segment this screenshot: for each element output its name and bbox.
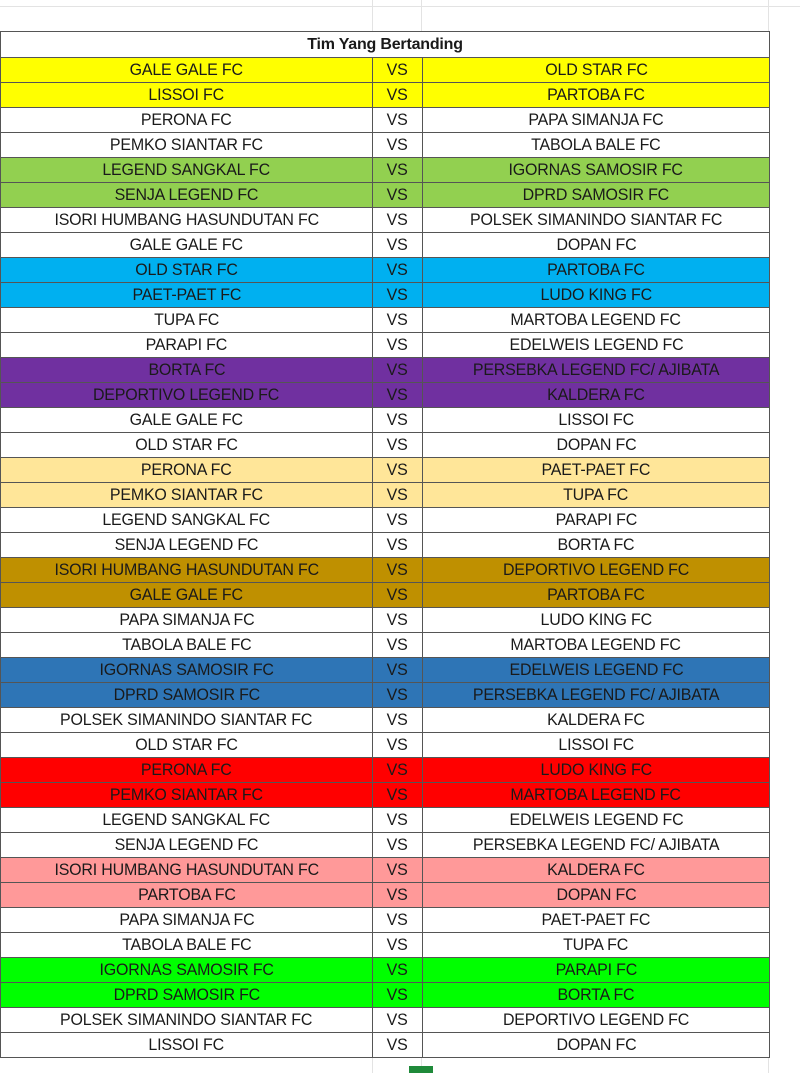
vs-cell[interactable] (373, 808, 423, 833)
away-team-cell[interactable] (423, 583, 770, 608)
vs-cell[interactable] (373, 733, 423, 758)
vs-cell[interactable] (373, 983, 423, 1008)
away-team-cell-text: DOPAN FC (556, 1035, 636, 1054)
vs-cell-text: VS (387, 85, 408, 104)
away-team-cell[interactable] (423, 58, 770, 83)
table-header-row (1, 32, 770, 58)
vs-cell-text: VS (387, 810, 408, 829)
home-team-cell-text: PAPA SIMANJA FC (118, 610, 255, 629)
away-team-cell[interactable] (423, 133, 770, 158)
table-row (1, 908, 770, 933)
away-team-cell[interactable] (423, 658, 770, 683)
away-team-cell-text: LUDO KING FC (540, 610, 652, 629)
home-team-cell[interactable] (1, 1008, 373, 1033)
away-team-cell[interactable] (423, 783, 770, 808)
away-team-cell[interactable] (423, 83, 770, 108)
away-team-cell[interactable] (423, 258, 770, 283)
vs-cell[interactable] (373, 533, 423, 558)
home-team-cell[interactable] (1, 733, 373, 758)
vs-cell-text: VS (387, 785, 408, 804)
table-row (1, 83, 770, 108)
vs-cell-text: VS (387, 710, 408, 729)
vs-cell-text: VS (387, 885, 408, 904)
away-team-cell-text: PERSEBKA LEGEND FC/ AJIBATA (472, 835, 720, 854)
away-team-cell-text: PARTOBA FC (547, 585, 645, 604)
away-team-cell[interactable] (423, 233, 770, 258)
away-team-cell[interactable] (423, 983, 770, 1008)
away-team-cell-text: PAET-PAET FC (541, 910, 651, 929)
table-row (1, 358, 770, 383)
table-row (1, 158, 770, 183)
table-row (1, 308, 770, 333)
vs-cell-text: VS (387, 60, 408, 79)
away-team-cell[interactable] (423, 858, 770, 883)
vs-cell-text: VS (387, 385, 408, 404)
table-row (1, 333, 770, 358)
away-team-cell[interactable] (423, 308, 770, 333)
away-team-cell-text: PERSEBKA LEGEND FC/ AJIBATA (472, 685, 720, 704)
vs-cell-text: VS (387, 835, 408, 854)
home-team-cell[interactable] (1, 183, 373, 208)
away-team-cell-text: PAET-PAET FC (541, 460, 651, 479)
away-team-cell[interactable] (423, 708, 770, 733)
vs-cell-text: VS (387, 610, 408, 629)
vs-cell[interactable] (373, 958, 423, 983)
vs-cell[interactable] (373, 708, 423, 733)
home-team-cell-text: PARTOBA FC (137, 885, 236, 904)
vs-cell-text: VS (387, 535, 408, 554)
away-team-cell[interactable] (423, 408, 770, 433)
home-team-cell[interactable] (1, 108, 373, 133)
table-row (1, 583, 770, 608)
vs-cell-text: VS (387, 760, 408, 779)
vs-cell[interactable] (373, 858, 423, 883)
vs-cell-text: VS (387, 310, 408, 329)
away-team-cell[interactable] (423, 108, 770, 133)
vs-cell[interactable] (373, 133, 423, 158)
vs-cell-text: VS (387, 260, 408, 279)
home-team-cell-text: GALE GALE FC (129, 60, 244, 79)
vs-cell[interactable] (373, 383, 423, 408)
home-team-cell-text: PAET-PAET FC (132, 285, 241, 304)
home-team-cell[interactable] (1, 858, 373, 883)
table-row (1, 833, 770, 858)
home-team-cell[interactable] (1, 958, 373, 983)
vs-cell-text: VS (387, 235, 408, 254)
away-team-cell[interactable] (423, 908, 770, 933)
home-team-cell-text: GALE GALE FC (129, 585, 244, 604)
away-team-cell-text: TUPA FC (563, 485, 629, 504)
home-team-cell-text: PERONA FC (141, 110, 232, 129)
home-team-cell[interactable] (1, 433, 373, 458)
away-team-cell-text: OLD STAR FC (544, 60, 648, 79)
home-team-cell[interactable] (1, 58, 373, 83)
home-team-cell[interactable] (1, 608, 373, 633)
home-team-cell-text: POLSEK SIMANINDO SIANTAR FC (60, 710, 313, 729)
vs-cell[interactable] (373, 483, 423, 508)
home-team-cell[interactable] (1, 533, 373, 558)
vs-cell[interactable] (373, 508, 423, 533)
home-team-cell[interactable] (1, 408, 373, 433)
table-row (1, 233, 770, 258)
vs-cell[interactable] (373, 433, 423, 458)
home-team-cell[interactable] (1, 458, 373, 483)
home-team-cell-text: DEPORTIVO LEGEND FC (93, 385, 280, 404)
away-team-cell-text: EDELWEIS LEGEND FC (509, 660, 683, 679)
vs-cell[interactable] (373, 358, 423, 383)
vs-cell[interactable] (373, 58, 423, 83)
home-team-cell[interactable] (1, 933, 373, 958)
home-team-cell[interactable] (1, 258, 373, 283)
home-team-cell[interactable] (1, 808, 373, 833)
away-team-cell-text: PARAPI FC (555, 510, 637, 529)
away-team-cell-text: PAPA SIMANJA FC (528, 110, 664, 129)
vs-cell[interactable] (373, 158, 423, 183)
home-team-cell[interactable] (1, 783, 373, 808)
vs-cell-text: VS (387, 560, 408, 579)
home-team-cell[interactable] (1, 483, 373, 508)
home-team-cell[interactable] (1, 883, 373, 908)
table-row (1, 958, 770, 983)
home-team-cell-text: PERONA FC (141, 760, 232, 779)
table-row (1, 608, 770, 633)
vs-cell[interactable] (373, 458, 423, 483)
home-team-cell[interactable] (1, 708, 373, 733)
home-team-cell-text: GALE GALE FC (129, 235, 244, 254)
home-team-cell[interactable] (1, 758, 373, 783)
vs-cell[interactable] (373, 933, 423, 958)
table-row (1, 708, 770, 733)
away-team-cell-text: DPRD SAMOSIR FC (522, 185, 670, 204)
away-team-cell[interactable] (423, 1008, 770, 1033)
vs-cell[interactable] (373, 408, 423, 433)
home-team-cell-text: SENJA LEGEND FC (114, 185, 259, 204)
table-row (1, 483, 770, 508)
home-team-cell-text: IGORNAS SAMOSIR FC (99, 660, 274, 679)
away-team-cell-text: EDELWEIS LEGEND FC (509, 335, 683, 354)
grid-row-line (0, 6, 800, 7)
vs-cell-text: VS (387, 510, 408, 529)
vs-cell-text: VS (387, 285, 408, 304)
match-schedule-table (0, 31, 770, 1058)
table-header-cell[interactable]: Tim Yang Bertanding (1, 32, 770, 58)
vs-cell[interactable] (373, 633, 423, 658)
home-team-cell-text: ISORI HUMBANG HASUNDUTAN FC (54, 560, 319, 579)
away-team-cell-text: DOPAN FC (556, 235, 636, 254)
home-team-cell-text: SENJA LEGEND FC (114, 535, 259, 554)
vs-cell-text: VS (387, 910, 408, 929)
table-row (1, 733, 770, 758)
away-team-cell-text: KALDERA FC (547, 860, 645, 879)
table-row (1, 783, 770, 808)
vs-cell[interactable] (373, 333, 423, 358)
vs-cell[interactable] (373, 908, 423, 933)
home-team-cell[interactable] (1, 83, 373, 108)
home-team-cell[interactable] (1, 383, 373, 408)
vs-cell-text: VS (387, 410, 408, 429)
away-team-cell-text: TUPA FC (563, 935, 629, 954)
away-team-cell-text: DOPAN FC (556, 435, 636, 454)
vs-cell[interactable] (373, 783, 423, 808)
home-team-cell[interactable] (1, 908, 373, 933)
home-team-cell[interactable] (1, 308, 373, 333)
home-team-cell[interactable] (1, 683, 373, 708)
away-team-cell-text: LISSOI FC (558, 410, 634, 429)
table-row (1, 883, 770, 908)
away-team-cell-text: EDELWEIS LEGEND FC (509, 810, 683, 829)
home-team-cell-text: DPRD SAMOSIR FC (113, 985, 260, 1004)
home-team-cell-text: PERONA FC (141, 460, 232, 479)
away-team-cell-text: LUDO KING FC (540, 760, 652, 779)
away-team-cell[interactable] (423, 533, 770, 558)
away-team-cell-text: PARTOBA FC (547, 85, 645, 104)
away-team-cell[interactable] (423, 758, 770, 783)
away-team-cell-text: DOPAN FC (556, 885, 636, 904)
away-team-cell[interactable] (423, 833, 770, 858)
away-team-cell-text: KALDERA FC (547, 710, 645, 729)
away-team-cell-text: MARTOBA LEGEND FC (510, 310, 682, 329)
table-row (1, 808, 770, 833)
vs-cell-text: VS (387, 210, 408, 229)
home-team-cell-text: POLSEK SIMANINDO SIANTAR FC (60, 1010, 313, 1029)
vs-cell-text: VS (387, 985, 408, 1004)
home-team-cell-text: OLD STAR FC (135, 735, 238, 754)
vs-cell[interactable] (373, 683, 423, 708)
table-row (1, 508, 770, 533)
home-team-cell-text: TABOLA BALE FC (121, 935, 252, 954)
vs-cell-text: VS (387, 635, 408, 654)
home-team-cell-text: PEMKO SIANTAR FC (110, 785, 263, 804)
away-team-cell[interactable] (423, 608, 770, 633)
cell-fill-handle[interactable] (409, 1066, 433, 1073)
vs-cell[interactable] (373, 558, 423, 583)
vs-cell-text: VS (387, 860, 408, 879)
table-row (1, 433, 770, 458)
table-row (1, 133, 770, 158)
table-row (1, 408, 770, 433)
vs-cell[interactable] (373, 583, 423, 608)
away-team-cell[interactable] (423, 633, 770, 658)
away-team-cell[interactable] (423, 958, 770, 983)
vs-cell-text: VS (387, 360, 408, 379)
home-team-cell[interactable] (1, 833, 373, 858)
vs-cell[interactable] (373, 1008, 423, 1033)
home-team-cell-text: PARAPI FC (145, 335, 228, 354)
vs-cell[interactable] (373, 658, 423, 683)
away-team-cell-text: IGORNAS SAMOSIR FC (508, 160, 684, 179)
away-team-cell[interactable] (423, 558, 770, 583)
vs-cell[interactable] (373, 1033, 423, 1058)
vs-cell[interactable] (373, 208, 423, 233)
home-team-cell-text: LEGEND SANGKAL FC (102, 810, 271, 829)
away-team-cell-text: PERSEBKA LEGEND FC/ AJIBATA (472, 360, 720, 379)
home-team-cell-text: PEMKO SIANTAR FC (110, 135, 263, 154)
away-team-cell[interactable] (423, 333, 770, 358)
away-team-cell[interactable] (423, 733, 770, 758)
away-team-cell[interactable] (423, 483, 770, 508)
vs-cell-text: VS (387, 1035, 408, 1054)
table-row (1, 933, 770, 958)
vs-cell-text: VS (387, 485, 408, 504)
vs-cell[interactable] (373, 883, 423, 908)
vs-cell-text: VS (387, 960, 408, 979)
home-team-cell-text: SENJA LEGEND FC (114, 835, 259, 854)
vs-cell[interactable] (373, 83, 423, 108)
table-row (1, 183, 770, 208)
home-team-cell-text: LEGEND SANGKAL FC (102, 160, 271, 179)
home-team-cell[interactable] (1, 358, 373, 383)
home-team-cell[interactable] (1, 558, 373, 583)
home-team-cell-text: ISORI HUMBANG HASUNDUTAN FC (54, 210, 319, 229)
away-team-cell-text: LUDO KING FC (540, 285, 652, 304)
away-team-cell[interactable] (423, 508, 770, 533)
home-team-cell[interactable] (1, 133, 373, 158)
table-row (1, 283, 770, 308)
table-row (1, 658, 770, 683)
home-team-cell[interactable] (1, 508, 373, 533)
home-team-cell-text: TABOLA BALE FC (121, 635, 252, 654)
home-team-cell-text: BORTA FC (148, 360, 225, 379)
home-team-cell[interactable] (1, 983, 373, 1008)
table-row (1, 108, 770, 133)
away-team-cell-text: POLSEK SIMANINDO SIANTAR FC (469, 210, 723, 229)
vs-cell-text: VS (387, 585, 408, 604)
table-row (1, 558, 770, 583)
vs-cell[interactable] (373, 608, 423, 633)
home-team-cell[interactable] (1, 583, 373, 608)
home-team-cell-text: PEMKO SIANTAR FC (110, 485, 263, 504)
away-team-cell[interactable] (423, 458, 770, 483)
away-team-cell[interactable] (423, 208, 770, 233)
away-team-cell-text: TABOLA BALE FC (531, 135, 661, 154)
home-team-cell[interactable] (1, 333, 373, 358)
home-team-cell-text: LEGEND SANGKAL FC (102, 510, 271, 529)
vs-cell-text: VS (387, 185, 408, 204)
home-team-cell[interactable] (1, 633, 373, 658)
home-team-cell[interactable] (1, 283, 373, 308)
away-team-cell[interactable] (423, 1033, 770, 1058)
vs-cell[interactable] (373, 833, 423, 858)
vs-cell-text: VS (387, 435, 408, 454)
home-team-cell-text: PAPA SIMANJA FC (118, 910, 255, 929)
home-team-cell-text: ISORI HUMBANG HASUNDUTAN FC (54, 860, 319, 879)
away-team-cell-text: LISSOI FC (558, 735, 634, 754)
vs-cell-text: VS (387, 460, 408, 479)
away-team-cell-text: BORTA FC (557, 985, 635, 1004)
away-team-cell-text: MARTOBA LEGEND FC (510, 785, 682, 804)
away-team-cell-text: PARTOBA FC (547, 260, 645, 279)
away-team-cell[interactable] (423, 383, 770, 408)
table-row (1, 983, 770, 1008)
away-team-cell[interactable] (423, 433, 770, 458)
home-team-cell[interactable] (1, 208, 373, 233)
table-row (1, 858, 770, 883)
home-team-cell[interactable] (1, 233, 373, 258)
vs-cell-text: VS (387, 935, 408, 954)
vs-cell[interactable] (373, 108, 423, 133)
home-team-cell[interactable] (1, 658, 373, 683)
vs-cell[interactable] (373, 183, 423, 208)
home-team-cell-text: LISSOI FC (148, 85, 225, 104)
vs-cell[interactable] (373, 308, 423, 333)
away-team-cell-text: DEPORTIVO LEGEND FC (502, 560, 690, 579)
vs-cell-text: VS (387, 135, 408, 154)
home-team-cell-text: DPRD SAMOSIR FC (113, 685, 260, 704)
table-row (1, 58, 770, 83)
home-team-cell-text: LISSOI FC (148, 1035, 225, 1054)
vs-cell[interactable] (373, 258, 423, 283)
table-row (1, 758, 770, 783)
away-team-cell-text: DEPORTIVO LEGEND FC (502, 1010, 690, 1029)
away-team-cell-text: BORTA FC (557, 535, 635, 554)
vs-cell-text: VS (387, 110, 408, 129)
away-team-cell[interactable] (423, 933, 770, 958)
vs-cell-text: VS (387, 335, 408, 354)
vs-cell-text: VS (387, 735, 408, 754)
away-team-cell[interactable] (423, 183, 770, 208)
home-team-cell-text: IGORNAS SAMOSIR FC (99, 960, 274, 979)
home-team-cell[interactable] (1, 158, 373, 183)
table-row (1, 208, 770, 233)
vs-cell-text: VS (387, 160, 408, 179)
table-row (1, 1033, 770, 1058)
vs-cell-text: VS (387, 685, 408, 704)
table-row (1, 683, 770, 708)
home-team-cell-text: GALE GALE FC (129, 410, 244, 429)
away-team-cell[interactable] (423, 808, 770, 833)
table-row (1, 458, 770, 483)
away-team-cell[interactable] (423, 683, 770, 708)
vs-cell[interactable] (373, 758, 423, 783)
vs-cell-text: VS (387, 1010, 408, 1029)
vs-cell[interactable] (373, 283, 423, 308)
away-team-cell-text: MARTOBA LEGEND FC (510, 635, 682, 654)
away-team-cell[interactable] (423, 158, 770, 183)
away-team-cell[interactable] (423, 358, 770, 383)
away-team-cell[interactable] (423, 883, 770, 908)
away-team-cell-text: PARAPI FC (555, 960, 637, 979)
home-team-cell[interactable] (1, 1033, 373, 1058)
away-team-cell-text: KALDERA FC (547, 385, 645, 404)
home-team-cell-text: OLD STAR FC (135, 260, 238, 279)
away-team-cell[interactable] (423, 283, 770, 308)
home-team-cell-text: TUPA FC (154, 310, 219, 329)
table-row (1, 1008, 770, 1033)
table-row (1, 258, 770, 283)
table-row (1, 383, 770, 408)
table-row (1, 533, 770, 558)
home-team-cell-text: OLD STAR FC (135, 435, 238, 454)
vs-cell-text: VS (387, 660, 408, 679)
table-row (1, 633, 770, 658)
vs-cell[interactable] (373, 233, 423, 258)
